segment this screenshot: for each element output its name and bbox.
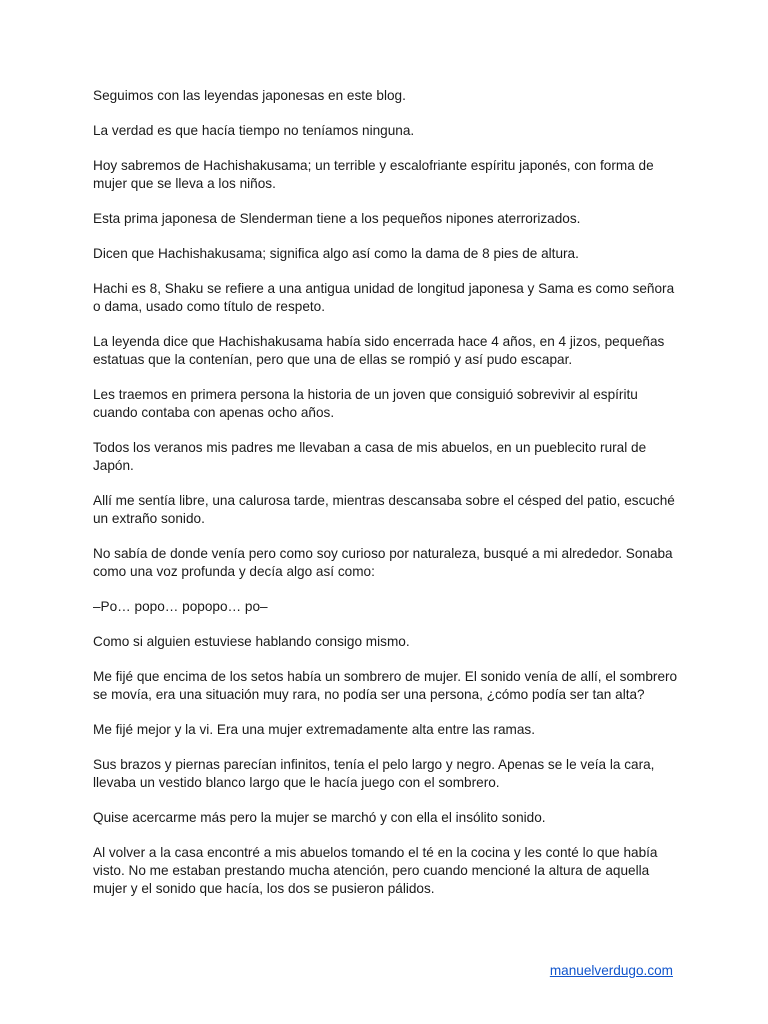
paragraph: Seguimos con las leyendas japonesas en este blog. <box>93 88 406 103</box>
paragraph: Quise acercarme más pero la mujer se marchó y con ella el insólito sonido. <box>93 810 546 825</box>
paragraph: La leyenda dice que Hachishakusama había sido encerrada hace 4 años, en 4 jizos, pequeñas estatuas que la contenían, pero que una de ellas se rompió y así pudo escapar. <box>93 334 665 367</box>
paragraph: Esta prima japonesa de Slenderman tiene a los pequeños nipones aterrorizados. <box>93 211 581 226</box>
paragraph: Sus brazos y piernas parecían infinitos, tenía el pelo largo y negro. Apenas se le veía la cara, llevaba un vestido blanco largo que le hacía juego con el sombrero. <box>93 757 655 790</box>
paragraph: No sabía de donde venía pero como soy curioso por naturaleza, busqué a mi alrededor. Sonaba como una voz profunda y decía algo así como: <box>93 546 673 579</box>
paragraph: La verdad es que hacía tiempo no teníamos ninguna. <box>93 123 415 138</box>
paragraph: Todos los veranos mis padres me llevaban a casa de mis abuelos, en un pueblecito rural de Japón. <box>93 440 647 473</box>
document-body <box>93 87 683 915</box>
paragraph: Allí me sentía libre, una calurosa tarde, mientras descansaba sobre el césped del patio, escuché un extraño sonido. <box>93 493 675 526</box>
paragraph: Me fijé que encima de los setos había un sombrero de mujer. El sonido venía de allí, el sombrero se movía, era una situación muy rara, no podía ser una persona, ¿cómo podía ser tan alta? <box>93 669 678 702</box>
paragraph: –Po… popo… popopo… po– <box>93 599 268 614</box>
paragraph: Me fijé mejor y la vi. Era una mujer extremadamente alta entre las ramas. <box>93 722 535 737</box>
paragraph: Dicen que Hachishakusama; significa algo así como la dama de 8 pies de altura. <box>93 246 579 261</box>
footer-site-link[interactable]: manuelverdugo.com <box>549 963 673 978</box>
paragraph: Como si alguien estuviese hablando consigo mismo. <box>93 634 410 649</box>
paragraph: Hachi es 8, Shaku se refiere a una antigua unidad de longitud japonesa y Sama es como señora o dama, usado como título de respeto. <box>93 281 675 314</box>
paragraph: Al volver a la casa encontré a mis abuelos tomando el té en la cocina y les conté lo que había visto. No me estaban prestando mucha atención, pero cuando mencioné la altura de aquella mujer y el sonido que hacía, los dos se pusieron pálidos. <box>93 845 658 896</box>
paragraph: Les traemos en primera persona la historia de un joven que consiguió sobrevivir al espíritu cuando contaba con apenas ocho años. <box>93 387 638 420</box>
paragraph: Hoy sabremos de Hachishakusama; un terrible y escalofriante espíritu japonés, con forma de mujer que se lleva a los niños. <box>93 158 654 191</box>
